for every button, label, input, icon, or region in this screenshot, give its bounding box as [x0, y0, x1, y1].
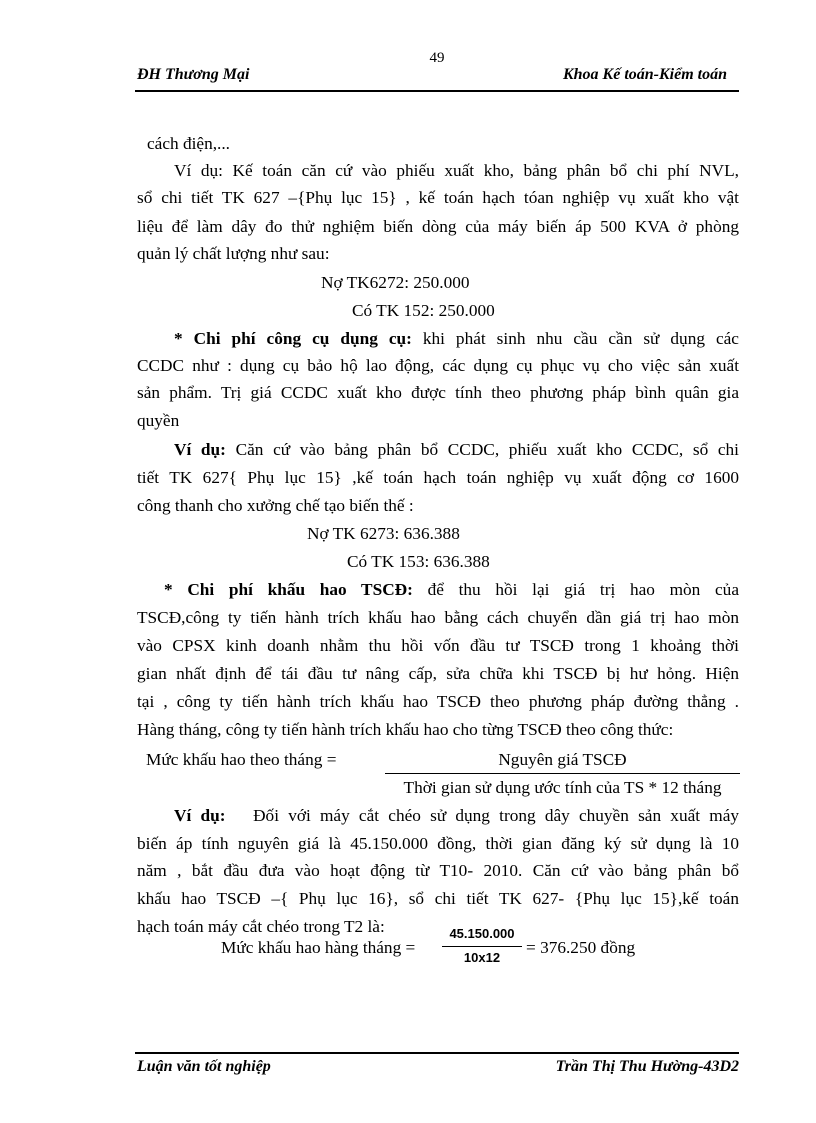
header-university: ĐH Thương Mại	[137, 66, 250, 83]
fraction-bar	[385, 773, 740, 774]
formula-label: Mức khấu hao theo tháng =	[146, 750, 337, 769]
paragraph-line: hạch toán máy cắt chéo trong T2 là:	[137, 917, 385, 936]
entry-debit: Nợ TK6272: 250.000	[321, 273, 470, 292]
footer-title: Luận văn tốt nghiệp	[137, 1058, 271, 1075]
paragraph-line: khấu hao TSCĐ –{ Phụ lục 16}, sổ chi tiết TK 627- {Phụ lục 15},kế toán	[137, 889, 739, 908]
section-khauhao-first-line	[164, 580, 739, 600]
paragraph-line: quyền	[137, 411, 180, 430]
section-khauhao-title: * Chi phí khấu hao TSCĐ:	[164, 580, 413, 599]
formula2-result: = 376.250 đồng	[526, 938, 636, 957]
example3-first-line	[174, 806, 739, 826]
page-number: 49	[429, 50, 445, 66]
formula2-numerator: 45.150.000	[449, 926, 515, 941]
section-ccdc-text: khi phát sinh nhu cầu cần sử dụng các	[422, 329, 739, 348]
section-khauhao-text: để thu hồi lại giá trị hao mòn của	[427, 580, 739, 599]
header-divider	[135, 90, 739, 92]
paragraph-line: cách điện,...	[147, 134, 231, 153]
formula-denominator: Thời gian sử dụng ước tính của TS * 12 tháng	[403, 778, 722, 797]
section-ccdc-first-line	[174, 329, 739, 349]
paragraph-line: vào CPSX kinh doanh nhằm thu hồi vốn đầu tư TSCĐ trong 1 khoảng thời	[137, 636, 739, 655]
paragraph-line: quản lý chất lượng như sau:	[137, 244, 330, 263]
paragraph-line: CCDC như : dụng cụ bảo hộ lao động, các dụng cụ phục vụ cho việc sản xuất	[137, 356, 739, 375]
example2-first-line	[174, 440, 739, 460]
paragraph-line: liệu để làm dây đo thử nghiệm biến dòng của máy biến áp 500 KVA ở phòng	[137, 217, 739, 236]
paragraph-line: năm , bắt đầu đưa vào hoạt động từ T10- 2010. Căn cứ vào bảng phân bổ	[137, 861, 739, 880]
paragraph-line: công thanh cho xưởng chế tạo biến thế :	[137, 496, 414, 515]
paragraph-line: sổ chi tiết TK 627 –{Phụ lục 15} , kế toán hạch tóan nghiệp vụ xuất kho vật	[137, 188, 739, 207]
formula-numerator: Nguyên giá TSCĐ	[498, 750, 627, 769]
paragraph-line: TSCĐ,công ty tiến hành trích khấu hao bằng cách chuyển dần giá trị hao mòn	[137, 608, 739, 627]
example3-text: Đối với máy cắt chéo sử dụng trong dây chuyền sản xuất máy	[253, 806, 740, 825]
paragraph-line: Ví dụ: Kế toán căn cứ vào phiếu xuất kho, bảng phân bổ chi phí NVL,	[174, 161, 739, 180]
entry-credit: Có TK 153: 636.388	[347, 552, 490, 571]
paragraph-line: tiết TK 627{ Phụ lục 15} ,kế toán hạch toán nghiệp vụ xuất động cơ 1600	[137, 468, 739, 487]
example-label: Ví dụ:	[174, 806, 226, 825]
fraction-bar	[442, 946, 522, 947]
paragraph-line: gian nhất định để tái đầu tư nâng cấp, sửa chữa khi TSCĐ bị hư hỏng. Hiện	[137, 664, 739, 683]
paragraph-line: Hàng tháng, công ty tiến hành trích khấu hao cho từng TSCĐ theo công thức:	[137, 720, 674, 739]
footer-divider	[135, 1052, 739, 1054]
example-label: Ví dụ:	[174, 440, 226, 459]
depreciation-formula	[137, 722, 739, 797]
formula2-label: Mức khấu hao hàng tháng =	[221, 938, 416, 957]
paragraph-line: biến áp tính nguyên giá là 45.150.000 đồng, thời gian đăng ký sử dụng là 10	[137, 834, 739, 853]
header-faculty: Khoa Kế toán-Kiểm toán	[562, 66, 727, 83]
footer-author: Trần Thị Thu Hường-43D2	[555, 1058, 739, 1075]
formula2-denominator: 10x12	[463, 950, 501, 965]
paragraph-line: tại , công ty tiến hành trích khấu hao TSCĐ theo phương pháp đường thẳng .	[137, 692, 739, 711]
entry-debit: Nợ TK 6273: 636.388	[307, 524, 460, 543]
entry-credit: Có TK 152: 250.000	[352, 301, 495, 320]
section-ccdc-title: * Chi phí công cụ dụng cụ:	[174, 329, 412, 348]
paragraph-line: sản phẩm. Trị giá CCDC xuất kho được tính theo phương pháp bình quân gia	[137, 383, 739, 402]
example2-text: Căn cứ vào bảng phân bổ CCDC, phiếu xuất kho CCDC, sổ chi	[235, 440, 739, 459]
